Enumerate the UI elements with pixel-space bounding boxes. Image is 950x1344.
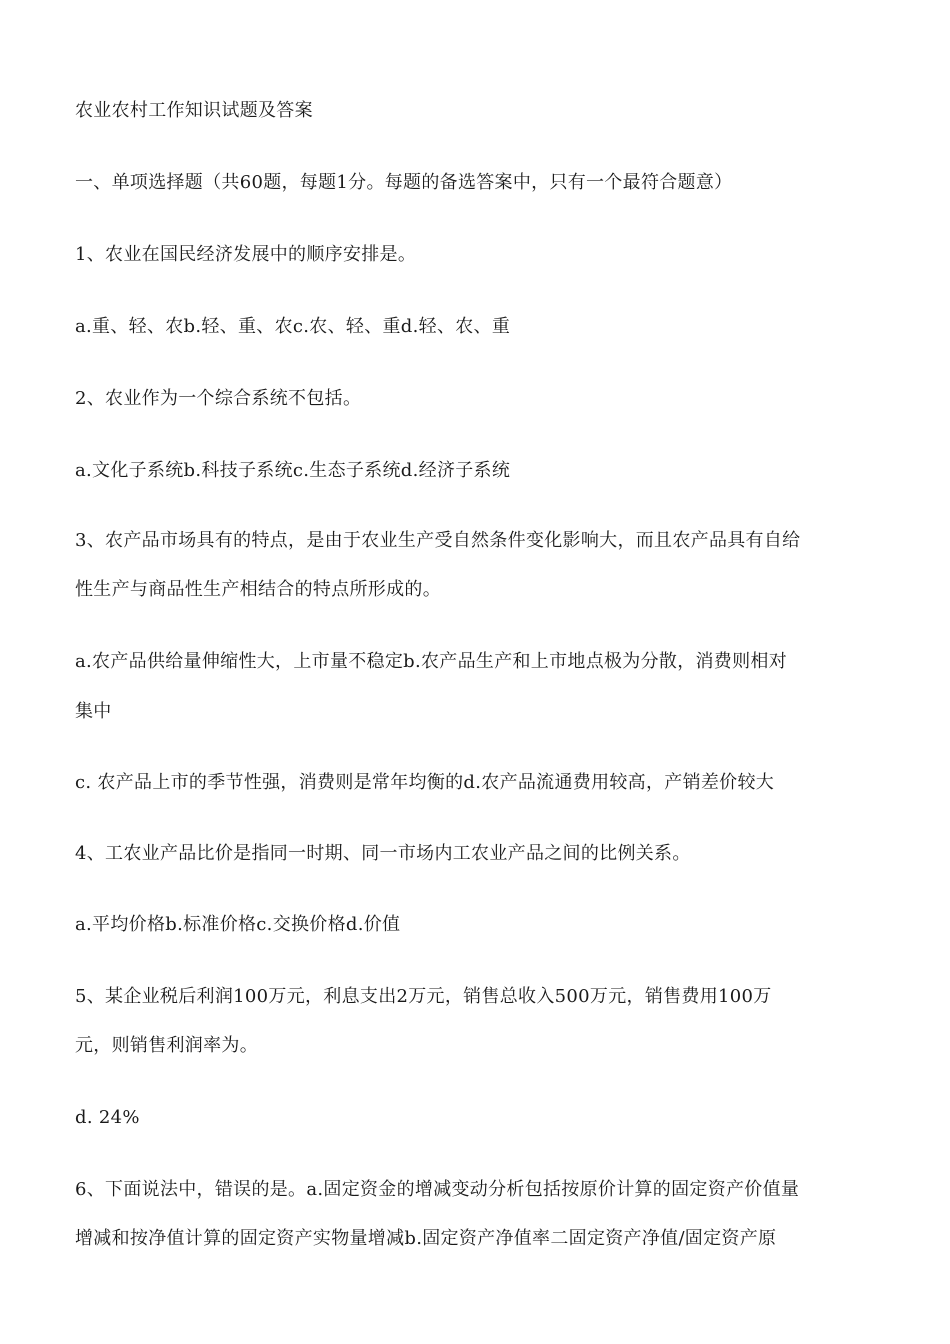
question-5-stem-line-1: 5、某企业税后利润100万元，利息支出2万元，销售总收入500万元，销售费用100万 bbox=[75, 986, 772, 1007]
question-3-options-line-3: c. 农产品上市的季节性强，消费则是常年均衡的d.农产品流通费用较高，产销差价较大 bbox=[75, 772, 775, 793]
question-2-stem: 2、农业作为一个综合系统不包括。 bbox=[75, 388, 362, 409]
question-6-stem-line-1: 6、下面说法中，错误的是。a.固定资金的增减变动分析包括按原价计算的固定资产价值量 bbox=[75, 1179, 800, 1200]
question-2-options: a.文化子系统b.科技子系统c.生态子系统d.经济子系统 bbox=[75, 460, 511, 481]
document-title: 农业农村工作知识试题及答案 bbox=[75, 100, 313, 121]
question-5-stem-line-2: 元，则销售利润率为。 bbox=[75, 1035, 258, 1056]
question-4-stem: 4、工农业产品比价是指同一时期、同一市场内工农业产品之间的比例关系。 bbox=[75, 843, 691, 864]
question-4-options: a.平均价格b.标准价格c.交换价格d.价值 bbox=[75, 914, 401, 935]
question-3-stem-line-2: 性生产与商品性生产相结合的特点所形成的。 bbox=[75, 579, 441, 600]
question-3-stem-line-1: 3、农产品市场具有的特点，是由于农业生产受自然条件变化影响大，而且农产品具有自给 bbox=[75, 530, 801, 551]
question-3-options-line-1: a.农产品供给量伸缩性大，上市量不稳定b.农产品生产和上市地点极为分散，消费则相对 bbox=[75, 651, 787, 672]
question-1-stem: 1、农业在国民经济发展中的顺序安排是。 bbox=[75, 244, 417, 265]
question-6-stem-line-2: 增减和按净值计算的固定资产实物量增减b.固定资产净值率二固定资产净值/固定资产原 bbox=[75, 1228, 777, 1249]
question-1-options: a.重、轻、农b.轻、重、农c.农、轻、重d.轻、农、重 bbox=[75, 316, 511, 337]
question-3-options-line-2: 集中 bbox=[75, 701, 112, 722]
section-header: 一、单项选择题（共60题，每题1分。每题的备选答案中，只有一个最符合题意） bbox=[75, 172, 733, 193]
question-5-options: d. 24% bbox=[75, 1107, 140, 1128]
